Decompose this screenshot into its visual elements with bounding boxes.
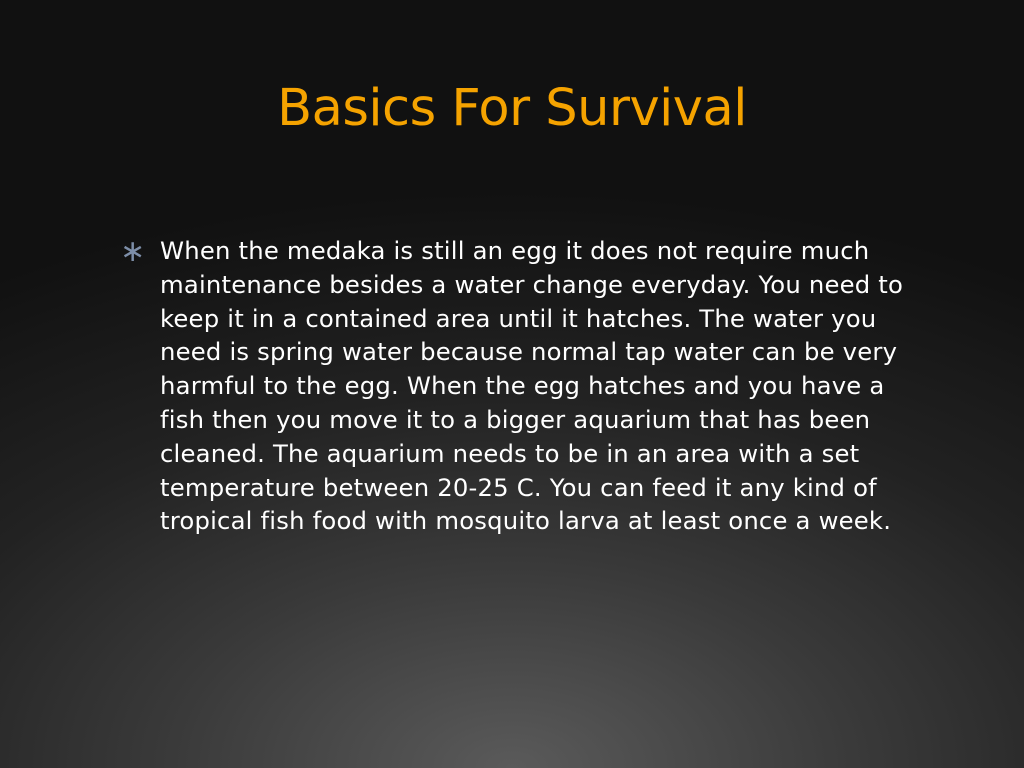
bullet-item bbox=[120, 234, 910, 538]
bullet-list bbox=[120, 234, 910, 538]
asterisk-bullet-icon: ∗ bbox=[120, 234, 146, 269]
slide-title: Basics For Survival bbox=[277, 79, 747, 138]
bullet-text: When the medaka is still an egg it does not require much maintenance besides a water change everyday. You need to keep it in a contained area until it hatches. The water you need is spring water because normal tap water can be very harmful to the egg. When the egg hatches and you have a fish then you move it to a bigger aquarium that has been cleaned. The aquarium needs to be in an area with a set temperature between 20-25 C. You can feed it any kind of tropical fish food with mosquito larva at least once a week. bbox=[160, 236, 904, 536]
